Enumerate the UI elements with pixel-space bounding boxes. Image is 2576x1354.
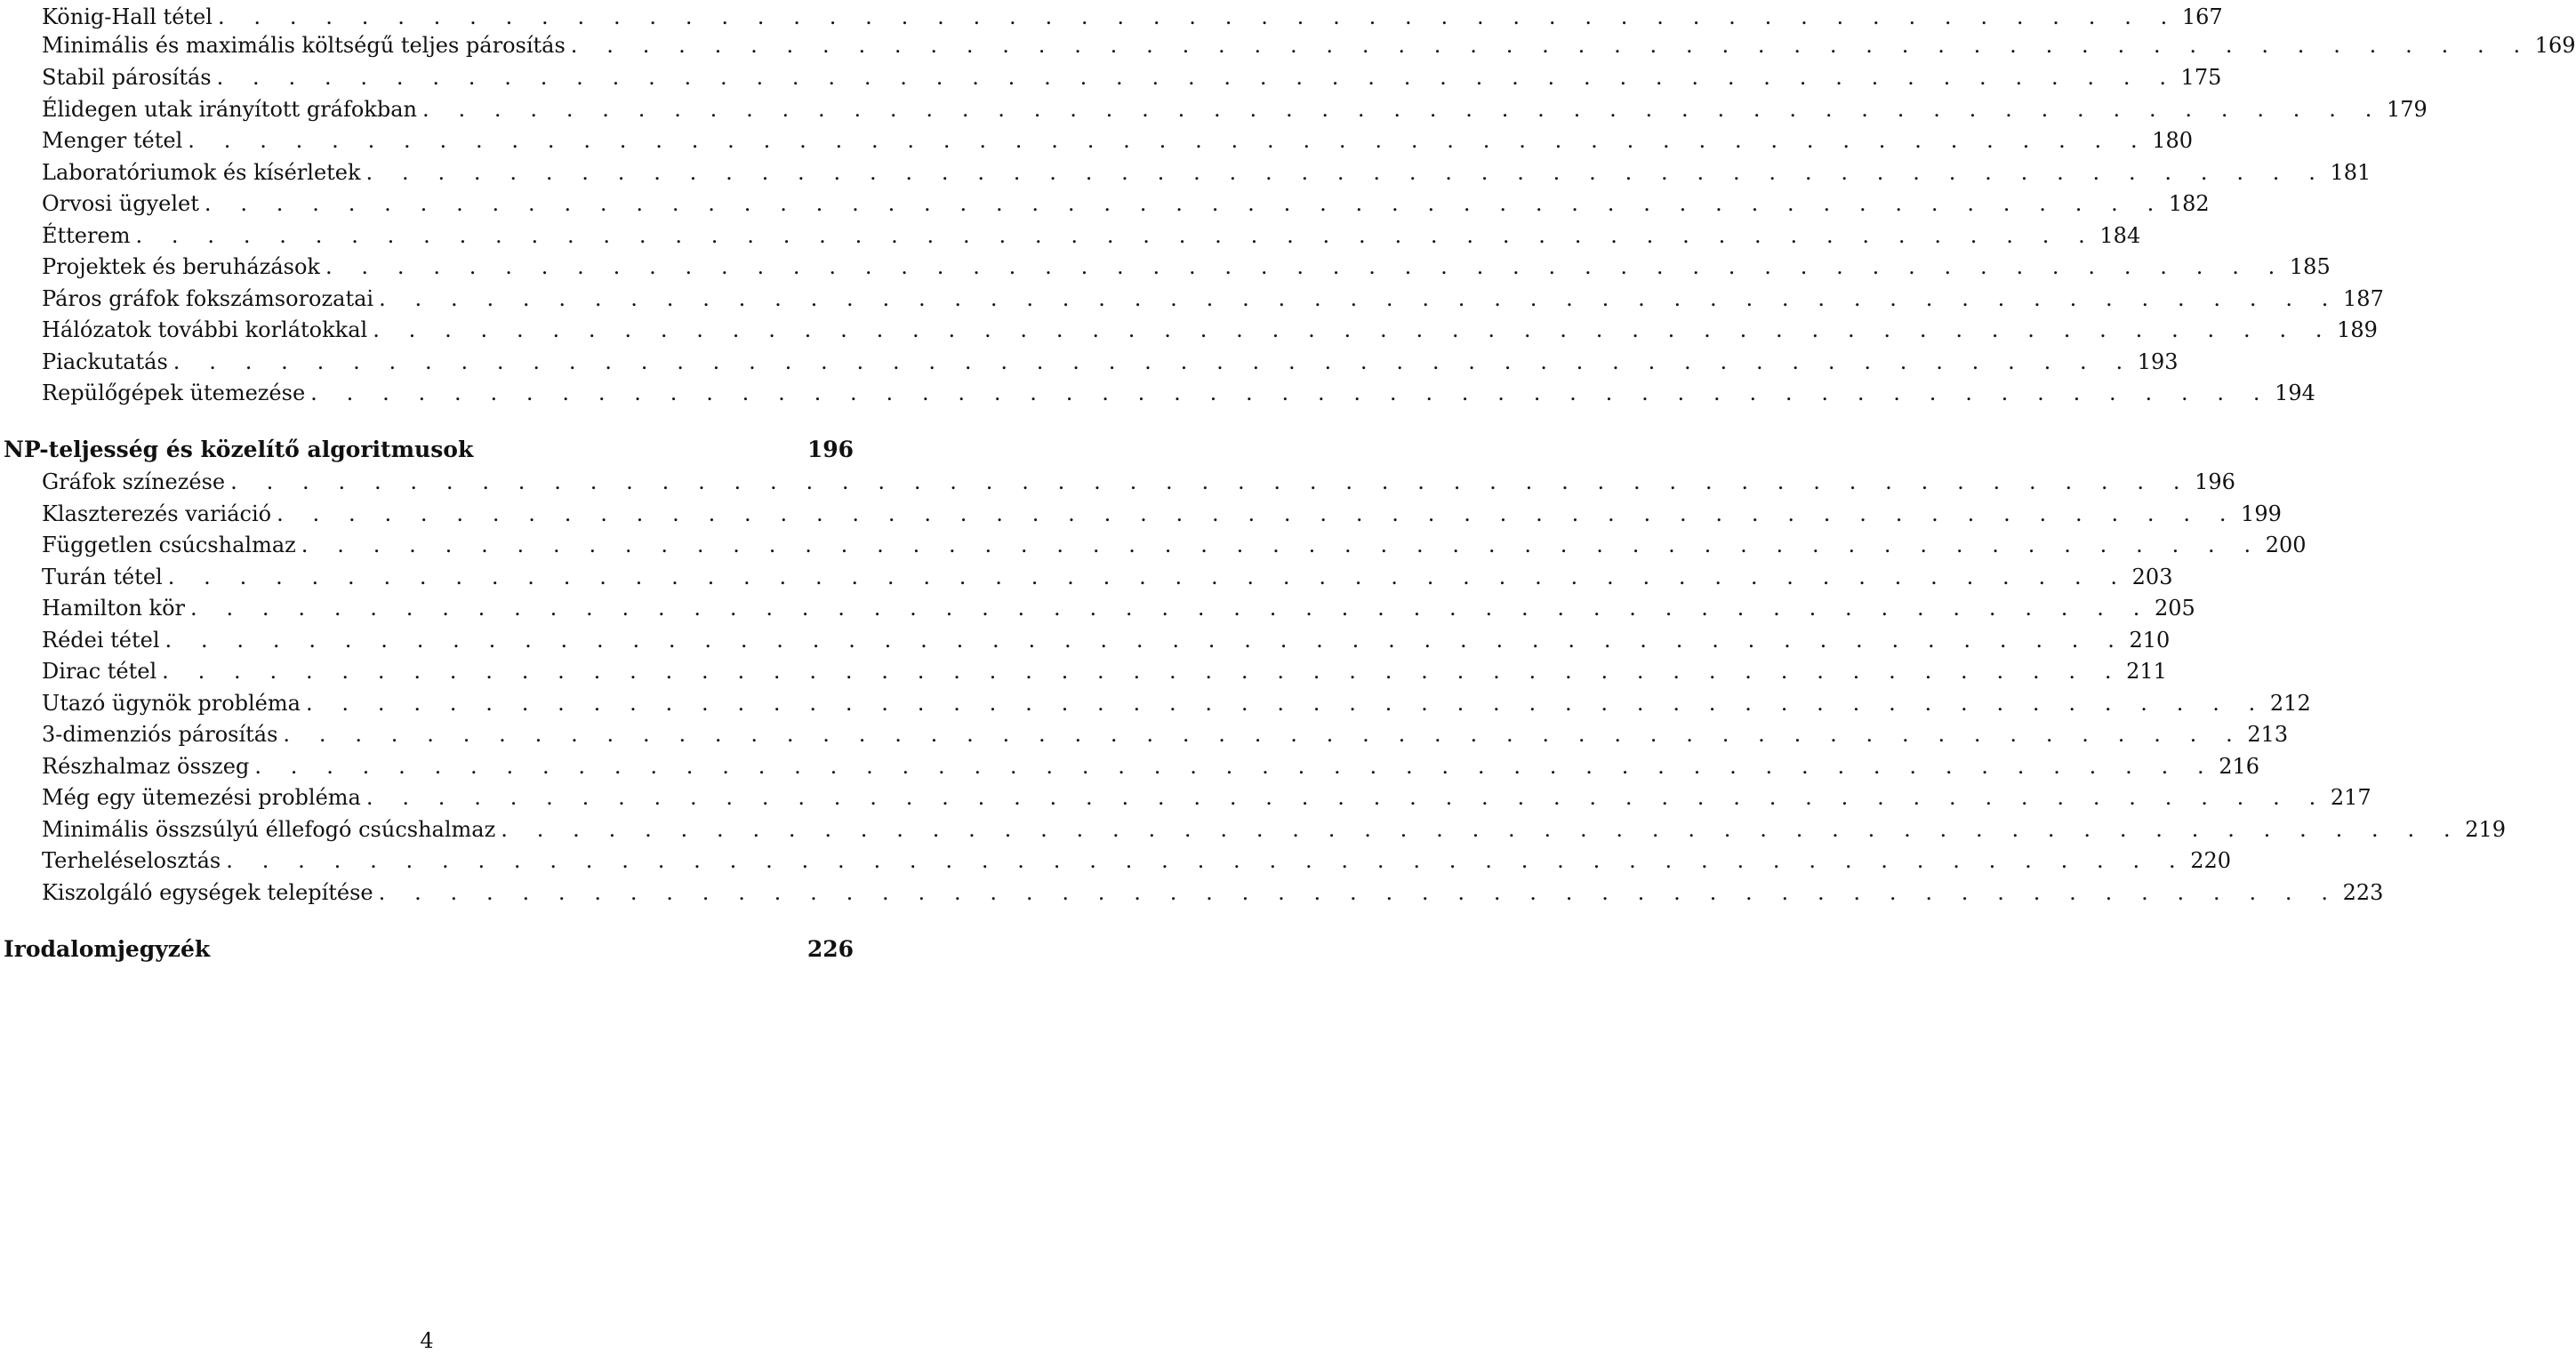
dot-leader: . . . . . . . . . . . . . . . . . . . . . . . . . . . . . . . . . . . . . . . . . . . . . . . . . . . . . . . xyxy=(277,501,2238,526)
toc-entry[interactable] xyxy=(0,124,2194,156)
dot-leader: . . . . . . . . . . . . . . . . . . . . . . . . . . . . . . . . . . . . . . . . . . . . . . . . . . . . . . . xyxy=(379,286,2340,311)
dot-leader: . . . . . . . . . . . . . . . . . . . . . . . . . . . . . . . . . . . . . . . . . . . . . . . . . . . . . . . xyxy=(217,4,2179,29)
toc-entry-title: Projektek és beruházások xyxy=(42,254,320,279)
dot-leader: . . . . . . . . . . . . . . . . . . . . . . . . . . . . . . . . . . . . . . . . . . . . . . . . . . . . . . . xyxy=(570,33,2532,58)
toc-entry-title: Páros gráfok fokszámsorozatai xyxy=(42,286,374,311)
toc-entry[interactable] xyxy=(0,314,2378,346)
toc-entry-title: Stabil párosítás xyxy=(42,65,212,90)
toc-entry-title: Még egy ütemezési probléma xyxy=(42,785,361,810)
toc-entry-page: 219 xyxy=(2465,817,2506,842)
dot-leader: . . . . . . . . . . . . . . . . . . . . . . . . . . . . . . . . . . . . . . . . . . . . . . . . . . . . . . . xyxy=(283,722,2244,747)
toc-chapter-page: 226 xyxy=(807,936,854,962)
toc-entry-title: König-Hall tétel xyxy=(42,4,213,29)
toc-entry-page: 200 xyxy=(2265,533,2307,557)
toc-entry-title: Minimális összsúlyú éllefogó csúcshalmaz xyxy=(42,817,496,842)
dot-leader: . . . . . . . . . . . . . . . . . . . . . . . . . . . . . . . . . . . . . . . . . . . . . . . . . . . . . . . xyxy=(501,817,2462,842)
toc-entry[interactable] xyxy=(0,1,2223,33)
toc-entry-title: Menger tétel xyxy=(42,128,183,153)
dot-leader: . . . . . . . . . . . . . . . . . . . . . . . . . . . . . . . . . . . . . . . . . . . . . . . . . . . . . . . xyxy=(365,160,2327,185)
toc-entry[interactable] xyxy=(0,561,2173,593)
toc-entry-title: Dirac tétel xyxy=(42,659,157,684)
toc-entry-title: Laboratóriumok és kísérletek xyxy=(42,160,361,185)
toc-entry-page: 187 xyxy=(2343,286,2384,311)
toc-entry[interactable] xyxy=(0,346,2179,378)
toc-entry-page: 189 xyxy=(2337,317,2378,342)
toc-entry[interactable] xyxy=(0,845,2231,877)
toc-entry[interactable] xyxy=(0,718,2289,750)
toc-entry-title: Repülőgépek ütemezése xyxy=(42,381,306,405)
dot-leader: . . . . . . . . . . . . . . . . . . . . . . . . . . . . . . . . . . . . . . . . . . . . . . . . . . . . . . . xyxy=(305,691,2267,716)
dot-leader: . . . . . . . . . . . . . . . . . . . . . . . . . . . . . . . . . . . . . . . . . . . . . . . . . . . . . . . xyxy=(204,191,2165,216)
toc-entry-page: 220 xyxy=(2190,848,2231,873)
toc-entry-title: Utazó ügynök probléma xyxy=(42,691,301,716)
toc-entry-title: Hálózatok további korlátokkal xyxy=(42,317,368,342)
toc-entry-page: 175 xyxy=(2180,65,2222,90)
dot-leader: . . . . . . . . . . . . . . . . . . . . . . . . . . . . . . . . . . . . . . . . . . . . . . . . . . . . . . . xyxy=(135,223,2097,248)
dot-leader: . . . . . . . . . . . . . . . . . . . . . . . . . . . . . . . . . . . . . . . . . . . . . . . . . . . . . . . xyxy=(188,128,2149,153)
dot-leader: . . . . . . . . . . . . . . . . . . . . . . . . . . . . . . . . . . . . . . . . . . . . . . . . . . . . . . . xyxy=(226,848,2187,873)
toc-entry-page: 193 xyxy=(2137,349,2179,374)
page-number: 4 xyxy=(420,1328,434,1353)
toc-entry[interactable] xyxy=(0,283,2384,315)
toc-entry-title: Rédei tétel xyxy=(42,628,160,653)
toc-entry-page: 199 xyxy=(2241,501,2282,526)
toc-entry[interactable] xyxy=(0,377,2315,409)
toc-entry[interactable] xyxy=(0,529,2307,561)
dot-leader: . . . . . . . . . . . . . . . . . . . . . . . . . . . . . . . . . . . . . . . . . . . . . . . . . . . . . . . xyxy=(254,754,2216,779)
toc-entry[interactable] xyxy=(0,813,2506,845)
toc-entry-page: 203 xyxy=(2131,565,2173,589)
toc-chapter-page: 196 xyxy=(807,437,854,462)
toc-entry[interactable] xyxy=(0,655,2167,687)
toc-entry-title: Minimális és maximális költségű teljes párosítás xyxy=(42,33,566,58)
toc-entry-title: Független csúcshalmaz xyxy=(42,533,296,557)
toc-entry-page: 213 xyxy=(2247,722,2289,747)
toc-entry-title: Hamilton kör xyxy=(42,596,185,621)
toc-entry[interactable] xyxy=(0,156,2371,188)
toc-entry-page: 169 xyxy=(2534,33,2576,58)
dot-leader: . . . . . . . . . . . . . . . . . . . . . . . . . . . . . . . . . . . . . . . . . . . . . . . . . . . . . . . xyxy=(365,785,2327,810)
toc-entry-title: Terheléselosztás xyxy=(42,848,221,873)
toc-chapter-title: NP-teljesség és közelítő algoritmusok xyxy=(4,437,474,462)
toc-entry-page: 182 xyxy=(2168,191,2210,216)
toc-entry-title: Klaszterezés variáció xyxy=(42,501,272,526)
dot-leader: . . . . . . . . . . . . . . . . . . . . . . . . . . . . . . . . . . . . . . . . . . . . . . . . . . . . . . . xyxy=(310,381,2272,405)
toc-entry[interactable] xyxy=(0,93,2428,125)
toc-entry-page: 180 xyxy=(2152,128,2194,153)
toc-entry-page: 205 xyxy=(2154,596,2195,621)
toc-entry-page: 185 xyxy=(2289,254,2331,279)
toc-entry-page: 167 xyxy=(2181,4,2223,29)
toc-entry-page: 181 xyxy=(2330,160,2371,185)
toc-entry[interactable] xyxy=(0,61,2222,93)
toc-entry-page: 179 xyxy=(2386,97,2428,122)
toc-entry[interactable] xyxy=(0,750,2260,782)
dot-leader: . . . . . . . . . . . . . . . . . . . . . . . . . . . . . . . . . . . . . . . . . . . . . . . . . . . . . . . xyxy=(230,469,2192,494)
dot-leader: . . . . . . . . . . . . . . . . . . . . . . . . . . . . . . . . . . . . . . . . . . . . . . . . . . . . . . . xyxy=(216,65,2178,90)
dot-leader: . . . . . . . . . . . . . . . . . . . . . . . . . . . . . . . . . . . . . . . . . . . . . . . . . . . . . . . xyxy=(165,628,2126,653)
toc-entry-page: 217 xyxy=(2330,785,2371,810)
toc-entry-title: Részhalmaz összeg xyxy=(42,754,250,779)
dot-leader: . . . . . . . . . . . . . . . . . . . . . . . . . . . . . . . . . . . . . . . . . . . . . . . . . . . . . . . xyxy=(173,349,2134,374)
toc-entry[interactable] xyxy=(0,220,2141,252)
dot-leader: . . . . . . . . . . . . . . . . . . . . . . . . . . . . . . . . . . . . . . . . . . . . . . . . . . . . . . . xyxy=(190,596,2151,621)
toc-entry-page: 184 xyxy=(2099,223,2141,248)
dot-leader: . . . . . . . . . . . . . . . . . . . . . . . . . . . . . . . . . . . . . . . . . . . . . . . . . . . . . . . xyxy=(373,317,2334,342)
toc-entry[interactable] xyxy=(0,188,2210,220)
dot-leader: . . . . . . . . . . . . . . . . . . . . . . . . . . . . . . . . . . . . . . . . . . . . . . . . . . . . . . . xyxy=(378,880,2339,905)
toc-entry-title: Orvosi ügyelet xyxy=(42,191,199,216)
dot-leader: . . . . . . . . . . . . . . . . . . . . . . . . . . . . . . . . . . . . . . . . . . . . . . . . . . . . . . . xyxy=(421,97,2383,122)
toc-entry-title: Kiszolgáló egységek telepítése xyxy=(42,880,373,905)
toc-entry[interactable] xyxy=(0,498,2282,530)
toc-entry[interactable] xyxy=(0,251,2331,283)
toc-entry-page: 216 xyxy=(2219,754,2260,779)
toc-entry-title: Turán tétel xyxy=(42,565,163,589)
toc-entry[interactable] xyxy=(0,29,2576,61)
toc-chapter-np[interactable] xyxy=(0,434,854,466)
toc-chapter-title: Irodalomjegyzék xyxy=(4,936,211,962)
toc-entry-title: Gráfok színezése xyxy=(42,469,226,494)
toc-entry-page: 210 xyxy=(2129,628,2171,653)
toc-entry[interactable] xyxy=(0,877,2384,909)
dot-leader: . . . . . . . . . . . . . . . . . . . . . . . . . . . . . . . . . . . . . . . . . . . . . . . . . . . . . . . xyxy=(325,254,2286,279)
toc-entry-page: 196 xyxy=(2195,469,2235,494)
toc-entry-page: 211 xyxy=(2126,659,2167,684)
toc-entry-page: 212 xyxy=(2269,691,2311,716)
toc-entry-title: Étterem xyxy=(42,223,131,248)
toc-entry[interactable] xyxy=(0,592,2195,624)
toc-entry-title: 3-dimenziós párosítás xyxy=(42,722,278,747)
toc-entry-page: 223 xyxy=(2342,880,2384,905)
dot-leader: . . . . . . . . . . . . . . . . . . . . . . . . . . . . . . . . . . . . . . . . . . . . . . . . . . . . . . . xyxy=(162,659,2123,684)
toc-entry-title: Piackutatás xyxy=(42,349,168,374)
toc-entry[interactable] xyxy=(0,466,2235,498)
toc-chapter-references[interactable] xyxy=(0,933,854,965)
toc-entry-page: 194 xyxy=(2275,381,2315,405)
toc-entry[interactable] xyxy=(0,624,2171,656)
toc-entry[interactable] xyxy=(0,781,2371,813)
dot-leader: . . . . . . . . . . . . . . . . . . . . . . . . . . . . . . . . . . . . . . . . . . . . . . . . . . . . . . . xyxy=(301,533,2262,557)
toc-entry-title: Élidegen utak irányított gráfokban xyxy=(42,97,417,122)
toc-entry[interactable] xyxy=(0,687,2311,719)
dot-leader: . . . . . . . . . . . . . . . . . . . . . . . . . . . . . . . . . . . . . . . . . . . . . . . . . . . . . . . xyxy=(167,565,2129,589)
